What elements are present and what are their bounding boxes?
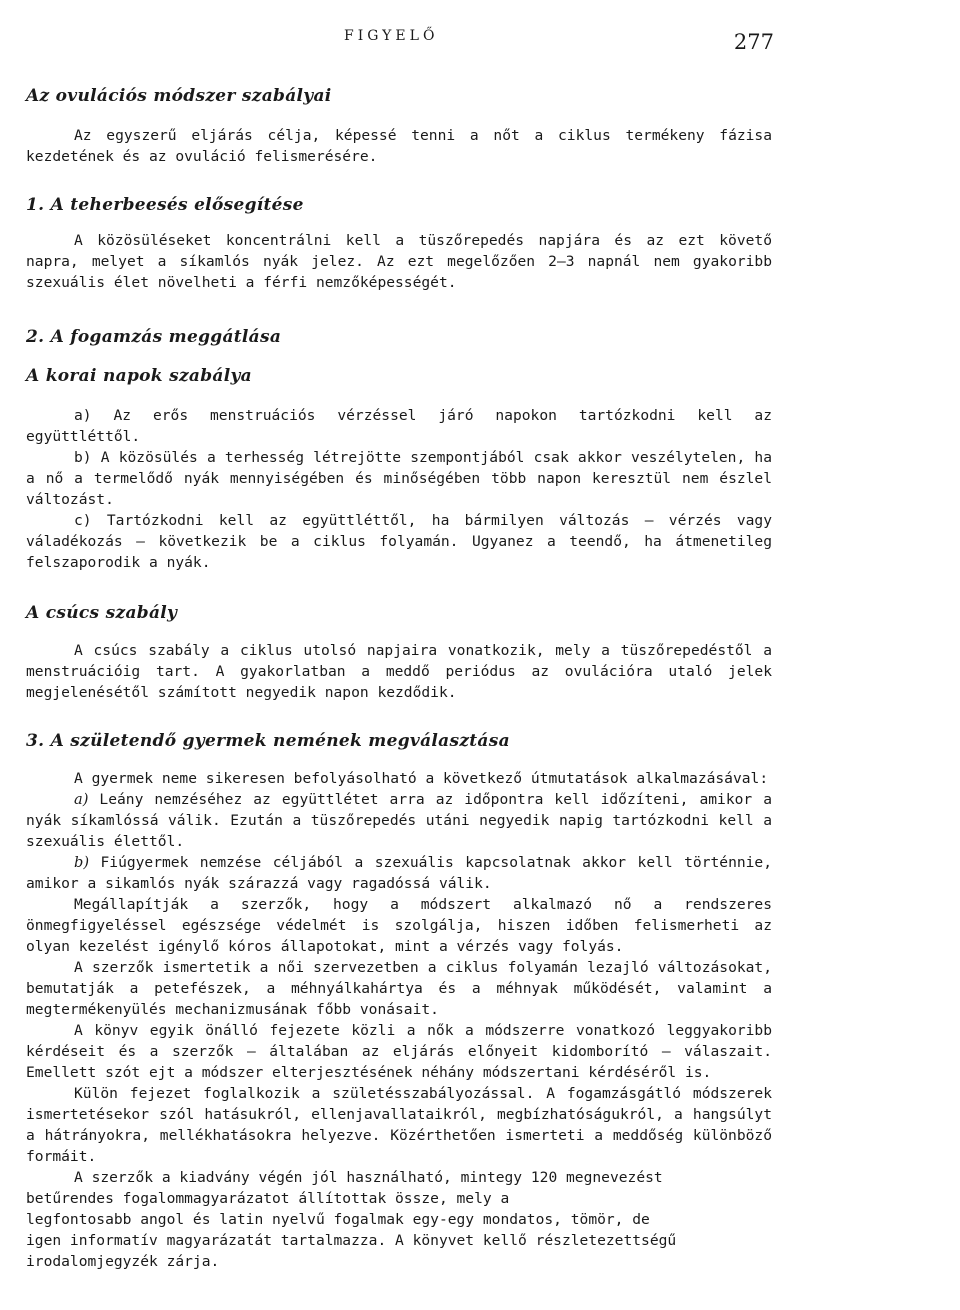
boy-conception-paragraph (26, 852, 772, 894)
glossary-line: A szerzők a kiadvány végén jól használható, mintegy 120 megnevezést (74, 1169, 663, 1186)
running-head (26, 24, 772, 64)
separate-chapter-paragraph: Külön fejezet foglalkozik a születésszabályozással. A fogamzásgátló módszerek ismertetésekor szól hatásukról, ellenjavallataikról, megbízhatóságukról, a hangsúlyt a hátrányokra, mellékhatásokra helyezve. Közérthetően ismerteti a meddőség különböző formáit. (26, 1085, 772, 1165)
prevention-heading: 2. A fogamzás meggátlása (26, 327, 282, 347)
glossary-line: betűrendes fogalommagyarázatot állítottak össze, mely a (26, 1190, 510, 1207)
rule-b-paragraph: b) A közösülés a terhesség létrejötte szempontjából csak akkor veszélytelen, ha a nő a termelődő nyák mennyiségében és minőségében több napon keresztül nem észlel változást. (26, 449, 772, 508)
peak-rule-paragraph: A csúcs szabály a ciklus utolsó napjaira vonatkozik, mely a tüszőrepedéstől a menstruációig tart. A gyakorlatban a meddő periódus az ovulációra utaló jelek megjelenésétől számított negyedik napon kezdődik. (26, 642, 772, 701)
rule-c-paragraph: c) Tartózkodni kell az együttléttől, ha bármilyen változás — vérzés vagy váladékozás — következik be a ciklus folyamán. Ugyanez a teendő, ha átmenetileg felszaporodik a nyák. (26, 512, 772, 571)
changes-paragraph: A szerzők ismertetik a női szervezetben a ciklus folyamán lezajló változásokat, bemutatják a petefészek, a méhnyálkahártya és a méhnyak működését, valamint a megtermékenyülés mechanizmusának főbb vonásait. (26, 959, 772, 1018)
girl-item-label: a) (74, 791, 89, 808)
glossary-line: irodalomjegyzék zárja. (26, 1253, 220, 1270)
sex-selection-heading: 3. A születendő gyermek nemének megválasztása (26, 731, 510, 751)
boy-item-text: Fiúgyermek nemzése céljából a szexuális kapcsolatnak akkor kell történnie, amikor a sikamlós nyák szárazzá vagy ragadóssá válik. (26, 854, 772, 892)
authors-note-paragraph: Megállapítják a szerzők, hogy a módszert alkalmazó nő a rendszeres önmegfigyeléssel egészsége védelmét is szolgálja, hiszen időben felismerheti az olyan kezelést igénylő kóros állapotokat, mint a vérzés vagy folyás. (26, 896, 772, 955)
girl-item-text: Leány nemzéséhez az együttlétet arra az időpontra kell időzíteni, amikor a nyák síkamlóssá válik. Ezután a tüszőrepedés utáni negyedik napig tartózkodni kell a szexuális élettől. (26, 791, 772, 850)
page-number: 277 (733, 30, 774, 54)
ovulation-intro-paragraph: Az egyszerű eljárás célja, képessé tenni a nőt a ciklus termékeny fázisa kezdetének és az ovuláció felismerésére. (26, 127, 772, 165)
early-days-heading: A korai napok szabálya (26, 366, 252, 386)
girl-conception-paragraph (26, 789, 772, 852)
rule-a-paragraph: a) Az erős menstruációs vérzéssel járó napokon tartózkodni kell az együttléttől. (26, 407, 772, 445)
chapter-paragraph: A könyv egyik önálló fejezete közli a nők a módszerre vonatkozó leggyakoribb kérdéseit és a szerzők — általában az eljárás előnyeit kidomborító — válaszait. Emellett szót ejt a módszer elterjesztésének néhány módszertani kérdéséről is. (26, 1022, 772, 1081)
pregnancy-heading: 1. A teherbeesés elősegítése (26, 195, 304, 215)
sex-selection-intro-paragraph: A gyermek neme sikeresen befolyásolható a következő útmutatások alkalmazásával: (74, 770, 769, 787)
glossary-line: legfontosabb angol és latin nyelvű fogalmak egy-egy mondatos, tömör, de (26, 1211, 650, 1228)
journal-section-title: FIGYELŐ (344, 28, 439, 44)
glossary-paragraph (26, 1167, 772, 1272)
ovulation-rules-heading: Az ovulációs módszer szabályai (26, 86, 332, 106)
document-page (26, 24, 772, 1272)
glossary-line: igen informatív magyarázatát tartalmazza. A könyvet kellő részletezettségű (26, 1232, 677, 1249)
pregnancy-paragraph: A közösüléseket koncentrálni kell a tüszőrepedés napjára és az ezt követő napra, melyet a síkamlós nyák jelez. Az ezt megelőzően 2—3 napnál nem gyakoribb szexuális élet növelheti a férfi nemzőképességét. (26, 232, 772, 291)
peak-rule-heading: A csúcs szabály (26, 603, 178, 623)
boy-item-label: b) (74, 854, 90, 871)
